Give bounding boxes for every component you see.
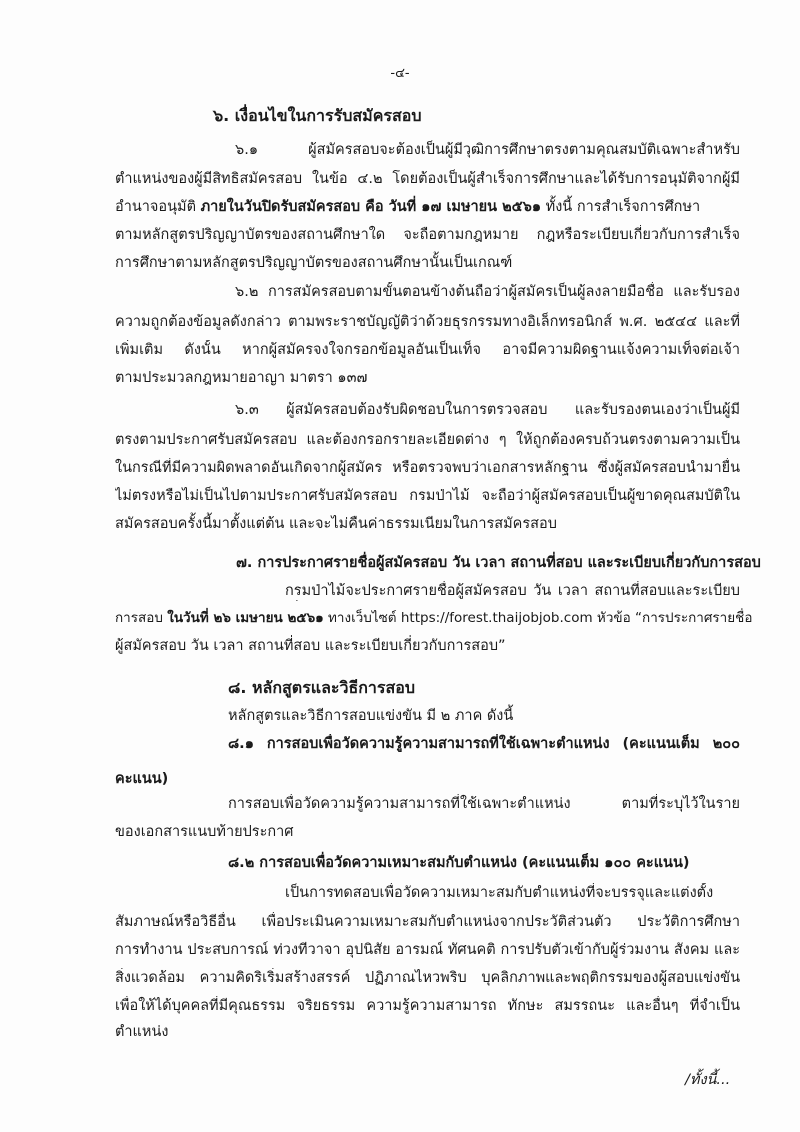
text-span: การสอบ (115, 610, 163, 626)
section-8-1-heading-cont: คะแนน) (115, 771, 169, 787)
paragraph-line: ความถูกต้องข้อมูลดังกล่าว ตามพระราชบัญญัติว่าด้วยธุรกรรมทางอิเล็กทรอนิกส์ พ.ศ. ๒๕๔๔ และที่ (115, 314, 740, 330)
paragraph-line: ๖.๒ การสมัครสอบตามขั้นตอนข้างต้นถือว่าผู้สมัครเป็นผู้ลงลายมือชื่อ และรับรอง (235, 284, 740, 300)
paragraph-line (115, 197, 700, 217)
paragraph-line: ตำแหน่งของผู้มีสิทธิสมัครสอบ ในข้อ ๔.๒ โดยต้องเป็นผู้สำเร็จการศึกษาและได้รับการอนุมัติจากผู้มี (115, 171, 740, 187)
paragraph-line: เป็นการทดสอบเพื่อวัดความเหมาะสมกับตำแหน่งที่จะบรรจุและแต่งตั้ง (285, 885, 714, 901)
section-8-2-heading: ๘.๒ การสอบเพื่อวัดความเหมาะสมกับตำแหน่ง (คะแนนเต็ม ๑๐๐ คะแนน) (228, 855, 690, 871)
paragraph-line: ตามประมวลกฎหมายอาญา มาตรา ๑๓๗ (115, 370, 368, 386)
text-span: หัวข้อ “การประกาศรายชื่อ (596, 610, 753, 626)
paragraph-line: ๖.๑ ผู้สมัครสอบจะต้องเป็นผู้มีวุฒิการศึกษาตรงตามคุณสมบัติเฉพาะสำหรับ (235, 142, 740, 158)
paragraph-line: สมัครสอบครั้งนี้มาตั้งแต่ต้น และจะไม่คืนค่าธรรมเนียมในการสมัครสอบ (115, 516, 557, 532)
section-7-heading: ๗. การประกาศรายชื่อผู้สมัครสอบ วัน เวลา สถานที่สอบ และระเบียบเกี่ยวกับการสอบ (236, 555, 761, 571)
paragraph-line: ๖.๓ ผู้สมัครสอบต้องรับผิดชอบในการตรวจสอบ และรับรองตนเองว่าเป็นผู้มี (235, 402, 740, 418)
text-span: ทางเว็บไซต์ (328, 610, 397, 626)
paragraph-line: การศึกษาตามหลักสูตรปริญญาบัตรของสถานศึกษานั้นเป็นเกณฑ์ (115, 255, 513, 271)
paragraph-line: ตรงตามประกาศรับสมัครสอบ และต้องกรอกรายละเอียดต่าง ๆ ให้ถูกต้องครบถ้วนตรงตามความเป็น (115, 432, 740, 448)
paragraph-line: หลักสูตรและวิธีการสอบแข่งขัน มี ๒ ภาค ดังนี้ (228, 708, 514, 724)
paragraph-line: สิ่งแวดล้อม ความคิดริเริ่มสร้างสรรค์ ปฏิภาณไหวพริบ บุคลิกภาพและพฤติกรรมของผู้สอบแข่งขัน (115, 970, 740, 986)
section-8-heading: ๘. หลักสูตรและวิธีการสอบ (228, 678, 416, 697)
text-span: ทั้งนี้ การสำเร็จการศึกษา (545, 199, 701, 215)
announcement-date-text: ในวันที่ ๒๖ เมษายน ๒๕๖๑ (167, 610, 324, 626)
paragraph-line: ในกรณีที่มีความผิดพลาดอันเกิดจากผู้สมัคร หรือตรวจพบว่าเอกสารหลักฐาน ซึ่งผู้สมัครสอบนำมายื่น (115, 460, 740, 476)
paragraph-line: ผู้สมัครสอบ วัน เวลา สถานที่สอบ และระเบียบเกี่ยวกับการสอบ” (115, 638, 506, 654)
paragraph-line: ตามหลักสูตรปริญญาบัตรของสถานศึกษาใด จะถือตามกฎหมาย กฎหรือระเบียบเกี่ยวกับการสำเร็จ (115, 227, 740, 243)
paragraph-line: การสอบเพื่อวัดความรู้ความสามารถที่ใช้เฉพาะตำแหน่ง ตามที่ระบุไว้ในราย (228, 796, 740, 812)
paragraph-line: ไม่ตรงหรือไม่เป็นไปตามประกาศรับสมัครสอบ กรมป่าไม้ จะถือว่าผู้สมัครสอบเป็นผู้ขาดคุณสมบัติใน (115, 488, 740, 504)
paragraph-line (115, 608, 752, 628)
section-8-1-heading: ๘.๑ การสอบเพื่อวัดความรู้ความสามารถที่ใช้เฉพาะตำแหน่ง (คะแนนเต็ม ๒๐๐ (228, 736, 740, 752)
section-6-heading: ๖. เงื่อนไขในการรับสมัครสอบ (213, 106, 422, 125)
paragraph-line: เพิ่มเติม ดังนั้น หากผู้สมัครจงใจกรอกข้อมูลอันเป็นเท็จ อาจมีความผิดฐานแจ้งความเท็จต่อเจ้า (115, 342, 740, 358)
paragraph-line: ของเอกสารแนบท้ายประกาศ (115, 824, 294, 840)
website-link[interactable]: https://forest.thaijobjob.com (400, 610, 593, 626)
paragraph-line: ตำแหน่ง (115, 1024, 169, 1040)
text-span: อำนาจอนุมัติ (115, 199, 196, 215)
paragraph-line: สัมภาษณ์หรือวิธีอื่น เพื่อประเมินความเหมาะสมกับตำแหน่งจากประวัติส่วนตัว ประวัติการศึกษา (115, 914, 740, 930)
paragraph-line: การทำงาน ประสบการณ์ ท่วงทีวาจา อุปนิสัย อารมณ์ ทัศนคติ การปรับตัวเข้ากับผู้ร่วมงาน สังคม และ (115, 942, 740, 958)
closing-date-text: ภายในวันปิดรับสมัครสอบ คือ วันที่ ๑๗ เมษายน ๒๕๖๑ (200, 199, 542, 215)
page-number: -๔- (390, 66, 410, 81)
paragraph-line: เพื่อให้ได้บุคคลที่มีคุณธรรม จริยธรรม ความรู้ความสามารถ ทักษะ สมรรถนะ และอื่นๆ ที่จำเป็น (115, 998, 740, 1014)
paragraph-line: กรมป่าไม้จะประกาศรายชื่อผู้สมัครสอบ วัน เวลา สถานที่สอบและระเบียบ (285, 583, 740, 599)
continuation-marker: /ทั้งนี้... (685, 1072, 731, 1088)
